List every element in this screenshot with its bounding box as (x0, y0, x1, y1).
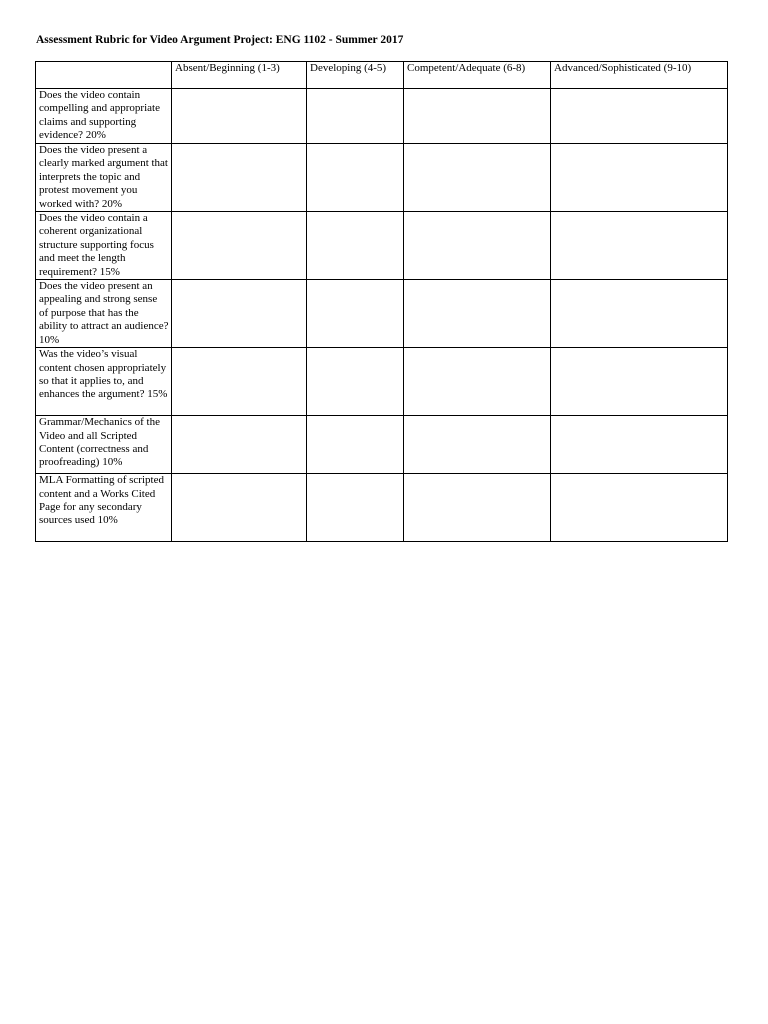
score-cell-competent (404, 416, 551, 474)
criterion-cell: Does the video contain compelling and appropriate claims and supporting evidence? 20% (36, 89, 172, 144)
score-cell-advanced (551, 474, 728, 542)
score-cell-competent (404, 144, 551, 212)
score-cell-developing (307, 144, 404, 212)
table-row (36, 416, 728, 474)
table-row (36, 348, 728, 416)
score-cell-absent (172, 144, 307, 212)
table-row (36, 212, 728, 280)
score-cell-advanced (551, 280, 728, 348)
score-cell-developing (307, 212, 404, 280)
table-row (36, 89, 728, 144)
header-criteria (36, 62, 172, 89)
score-cell-competent (404, 348, 551, 416)
score-cell-developing (307, 416, 404, 474)
criterion-cell: MLA Formatting of scripted content and a Works Cited Page for any secondary sources used 10% (36, 474, 172, 542)
score-cell-absent (172, 474, 307, 542)
score-cell-advanced (551, 89, 728, 144)
header-row (36, 62, 728, 89)
score-cell-absent (172, 89, 307, 144)
score-cell-advanced (551, 212, 728, 280)
table-row (36, 144, 728, 212)
document-title: Assessment Rubric for Video Argument Project: ENG 1102 - Summer 2017 (36, 34, 404, 46)
criterion-cell: Does the video contain a coherent organizational structure supporting focus and meet the length requirement? 15% (36, 212, 172, 280)
score-cell-absent (172, 280, 307, 348)
score-cell-competent (404, 212, 551, 280)
score-cell-competent (404, 280, 551, 348)
score-cell-advanced (551, 416, 728, 474)
score-cell-competent (404, 474, 551, 542)
header-competent-adequate: Competent/Adequate (6-8) (404, 62, 551, 89)
score-cell-developing (307, 280, 404, 348)
rubric-table (35, 61, 728, 542)
table-row (36, 474, 728, 542)
header-developing: Developing (4-5) (307, 62, 404, 89)
score-cell-developing (307, 89, 404, 144)
score-cell-advanced (551, 348, 728, 416)
criterion-cell: Does the video present an appealing and strong sense of purpose that has the ability to attract an audience? 10% (36, 280, 172, 348)
criterion-cell: Does the video present a clearly marked argument that interprets the topic and protest movement you worked with? 20% (36, 144, 172, 212)
header-absent-beginning: Absent/Beginning (1-3) (172, 62, 307, 89)
score-cell-absent (172, 348, 307, 416)
score-cell-absent (172, 212, 307, 280)
score-cell-advanced (551, 144, 728, 212)
table-row (36, 280, 728, 348)
criterion-cell: Was the video’s visual content chosen appropriately so that it applies to, and enhances the argument? 15% (36, 348, 172, 416)
score-cell-competent (404, 89, 551, 144)
criterion-cell: Grammar/Mechanics of the Video and all Scripted Content (correctness and proofreading) 10% (36, 416, 172, 474)
score-cell-developing (307, 348, 404, 416)
score-cell-developing (307, 474, 404, 542)
score-cell-absent (172, 416, 307, 474)
header-advanced-sophisticated: Advanced/Sophisticated (9-10) (551, 62, 728, 89)
